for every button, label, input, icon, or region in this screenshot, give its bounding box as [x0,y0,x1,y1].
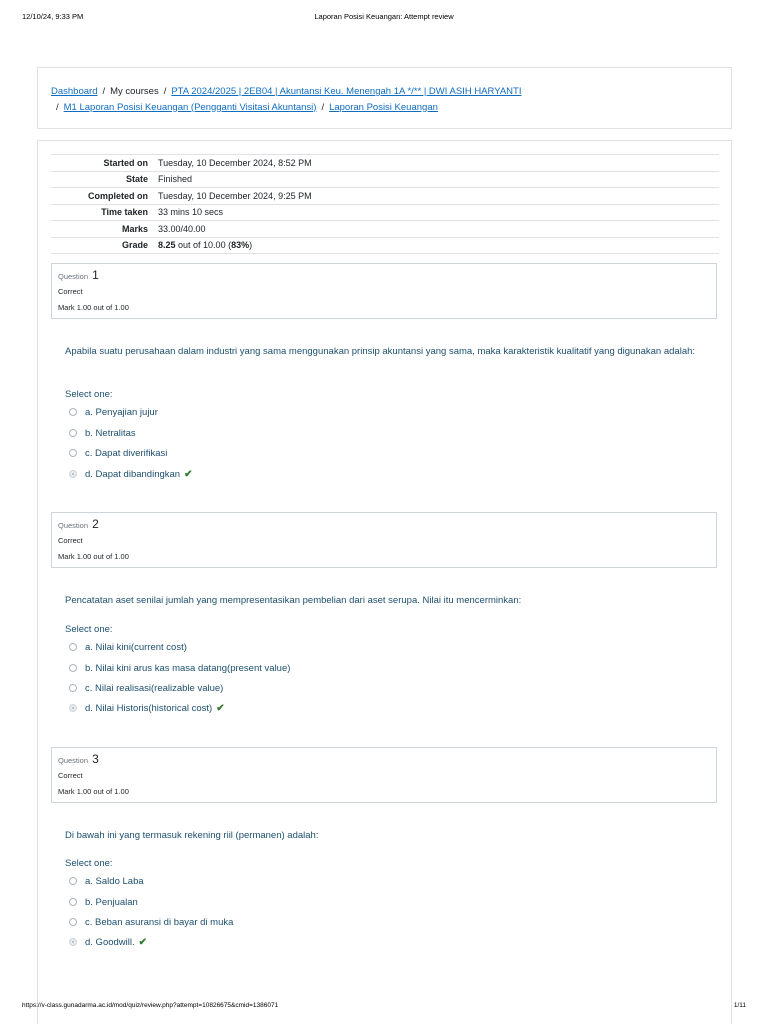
marks-value: 33.00/40.00 [158,223,206,234]
grade-score: 8.25 [158,240,176,251]
print-url: https://v-class.gunadarma.ac.id/mod/quiz/review.php?attempt=10826675&cmid=1386071 [22,1002,279,1009]
option-label: a. Nilai kini(current cost) [85,641,187,653]
option-label: c. Nilai realisasi(realizable value) [85,682,224,694]
question-mark: Mark 1.00 out of 1.00 [58,303,129,312]
grade-label: Grade [121,240,148,251]
question-state: Correct [58,287,83,296]
select-one-label: Select one: [65,858,113,869]
summary-row-grade [51,237,719,254]
radio-button[interactable] [69,429,77,437]
question-word: Question [58,521,89,530]
question-3-option-c[interactable] [69,915,233,929]
question-word: Question [58,756,89,765]
radio-button-selected[interactable] [69,938,77,946]
print-footer [0,1002,768,1014]
question-mark: Mark 1.00 out of 1.00 [58,787,129,796]
option-label: a. Penyajian jujur [85,406,158,418]
question-2-option-c[interactable] [69,681,223,695]
breadcrumb-my-courses: My courses [110,86,159,97]
question-state: Correct [58,536,83,545]
grade-out-of: out of 10.00 ( [175,240,232,251]
question-1-info [51,263,717,319]
breadcrumb-course-link[interactable]: PTA 2024/2025 | 2EB04 | Akuntansi Keu. Menengah 1A */** | DWI ASIH HARYANTI [171,86,522,97]
time-taken-label: Time taken [101,207,148,218]
question-3-option-a[interactable] [69,874,144,888]
option-label: c. Beban asuransi di bayar di muka [85,916,234,928]
started-value: Tuesday, 10 December 2024, 8:52 PM [158,157,312,168]
question-number-value: 1 [92,268,99,282]
breadcrumb-section-link[interactable]: M1 Laporan Posisi Keuangan (Pengganti Visitasi Akuntansi) [63,101,317,113]
check-icon: ✔ [184,468,193,480]
summary-row-marks [51,221,719,238]
option-label: c. Dapat diverifikasi [85,447,168,459]
grade-percent: 83% [231,240,250,251]
question-1-option-a[interactable] [69,405,158,419]
breadcrumb-separator: / [163,86,167,97]
grade-paren: ) [249,240,253,251]
select-one-label: Select one: [65,624,113,635]
question-2-text: Pencatatan aset senilai jumlah yang mempresentasikan pembelian dari aset serupa. Nilai itu mencerminkan: [65,595,522,606]
summary-row-completed [51,188,719,205]
radio-button[interactable] [69,643,77,651]
question-1-text: Apabila suatu perusahaan dalam industri yang sama menggunakan prinsip akuntansi yang sama, maka karakteristik kualitatif yang digunakan adalah: [65,346,696,357]
question-2-info [51,512,717,568]
radio-button[interactable] [69,898,77,906]
question-3-option-d[interactable] [69,935,147,949]
question-number [58,517,99,531]
question-word: Question [58,272,89,281]
summary-row-started [51,155,719,172]
question-3-text: Di bawah ini yang termasuk rekening riil (permanen) adalah: [65,830,319,841]
option-label: a. Saldo Laba [85,875,144,887]
print-datetime: 12/10/24, 9:33 PM [22,12,84,21]
option-label: b. Penjualan [85,896,138,908]
question-2-option-a[interactable] [69,640,187,654]
radio-button[interactable] [69,664,77,672]
completed-value: Tuesday, 10 December 2024, 9:25 PM [158,190,312,201]
radio-button[interactable] [69,684,77,692]
radio-button[interactable] [69,408,77,416]
marks-label: Marks [121,223,148,234]
breadcrumb-quiz-link[interactable]: Laporan Posisi Keuangan [329,101,438,113]
state-value: Finished [158,174,193,185]
question-number [58,752,99,766]
radio-button[interactable] [69,877,77,885]
option-label: d. Nilai Historis(historical cost) [85,702,213,714]
breadcrumb-card [37,67,732,129]
question-1-option-b[interactable] [69,426,136,440]
print-header [0,12,768,24]
question-number [58,268,99,282]
breadcrumb-separator: / [56,101,59,113]
attempt-summary-table [51,154,719,254]
question-3-option-b[interactable] [69,895,138,909]
option-label: d. Dapat dibandingkan [85,468,181,480]
radio-button-selected[interactable] [69,470,77,478]
check-icon: ✔ [138,936,148,948]
quiz-review-card [37,140,732,1024]
question-3-info [51,747,717,803]
state-label: State [125,174,148,185]
summary-row-time [51,204,719,221]
option-label: d. Goodwill. [85,936,135,948]
radio-button[interactable] [69,449,77,457]
time-taken-value: 33 mins 10 secs [158,207,224,218]
radio-button[interactable] [69,918,77,926]
breadcrumb-dashboard-link[interactable]: Dashboard [51,86,98,97]
question-number-value: 2 [92,517,99,531]
breadcrumb-separator: / [321,101,325,113]
radio-button-selected[interactable] [69,704,77,712]
question-2-option-b[interactable] [69,661,290,675]
question-number-value: 3 [92,752,99,766]
print-page-title: Laporan Posisi Keuangan: Attempt review [314,12,454,21]
option-label: b. Nilai kini arus kas masa datang(present value) [85,662,291,674]
question-1-option-d[interactable] [69,467,192,481]
question-1-option-c[interactable] [69,446,167,460]
question-state: Correct [58,771,83,780]
select-one-label: Select one: [65,389,113,400]
grade-value [153,237,719,254]
completed-label: Completed on [88,190,148,201]
option-label: b. Netralitas [85,427,136,439]
question-2-option-d[interactable] [69,701,225,715]
check-icon: ✔ [216,702,225,714]
breadcrumb [51,84,721,115]
summary-row-state [51,171,719,188]
question-mark: Mark 1.00 out of 1.00 [58,552,129,561]
started-label: Started on [103,157,148,168]
print-page-number: 1/11 [733,1002,746,1009]
breadcrumb-separator: / [102,86,106,97]
